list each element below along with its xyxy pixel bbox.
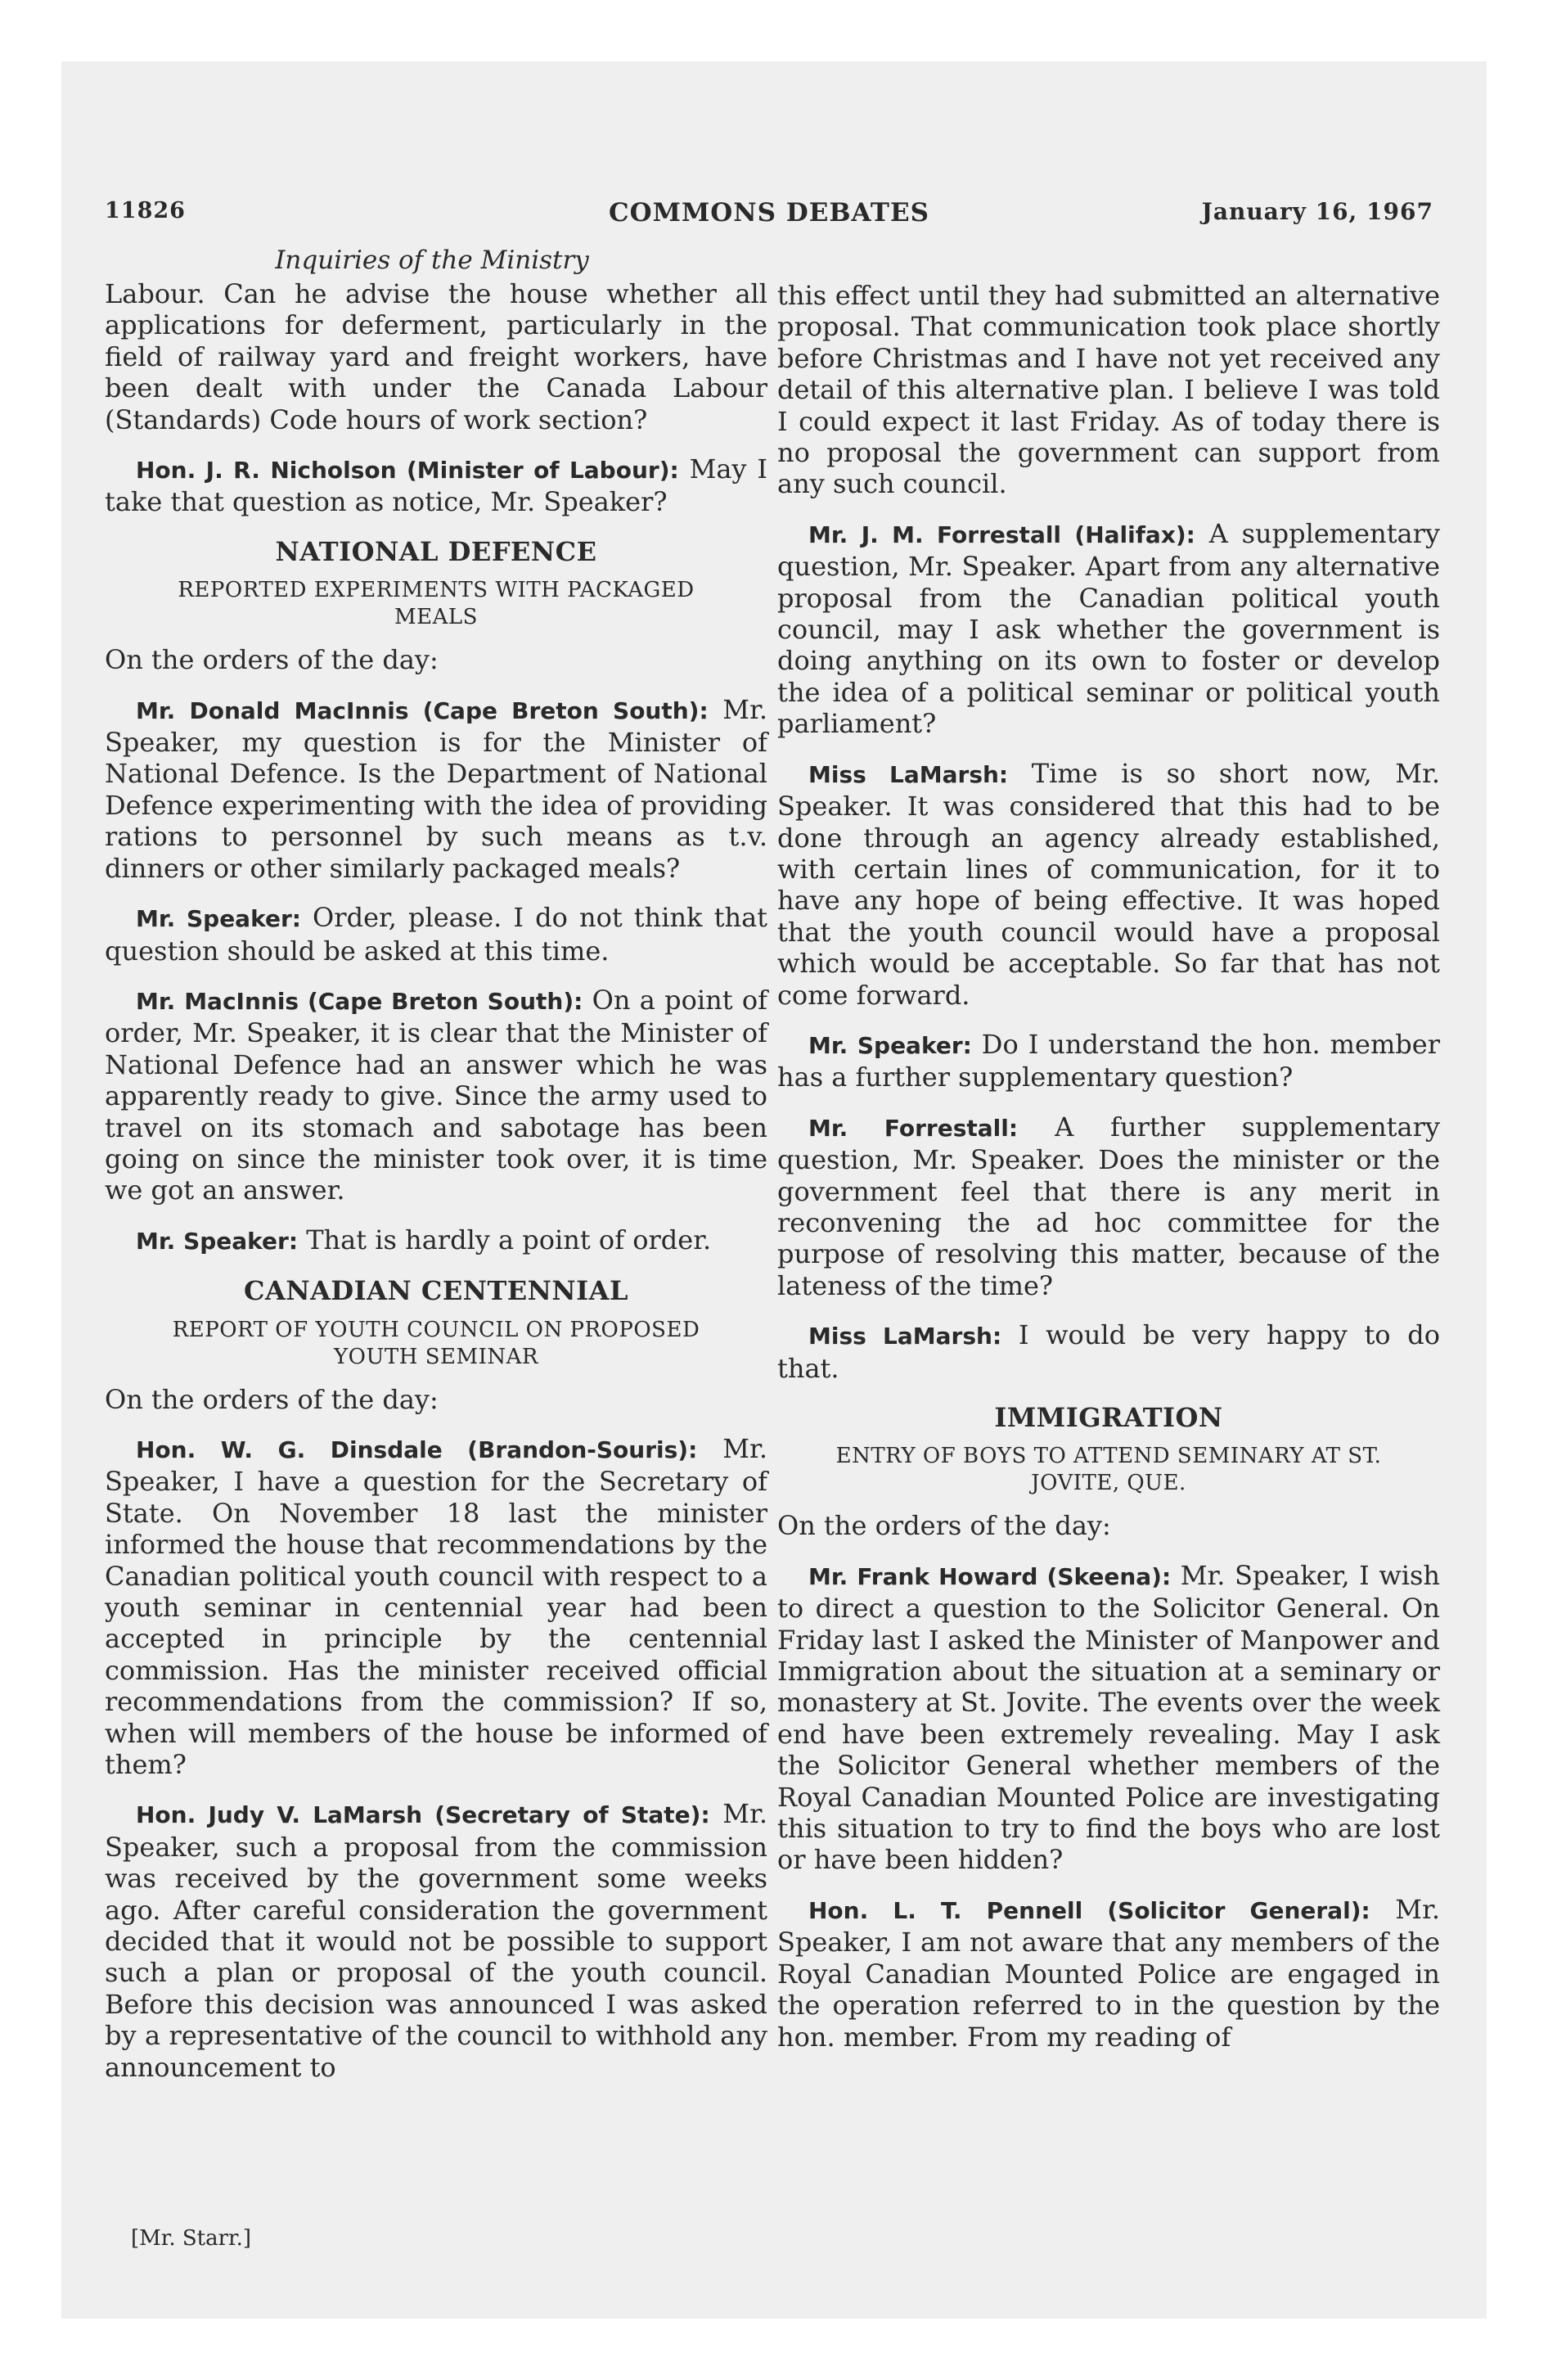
- speaker-name: Mr. Donald MacInnis (Cape Breton South):: [136, 696, 709, 724]
- speaker-name: Mr. Speaker:: [136, 905, 301, 933]
- speech-text: Time is so short now, Mr. Speaker. It was considered that this had to be done through an agency already established, with certain lines of communication, for it to have any hope of being effective. It was hoped that the youth council would have a proposal which would be acceptable. So far that has not come forward.: [777, 757, 1441, 1011]
- speech: [105, 1798, 767, 2083]
- section-subtitle: ENTRY OF BOYS TO ATTEND SEMINARY AT ST. JOVITE, QUE.: [835, 1444, 1382, 1496]
- speech: [105, 1433, 767, 1780]
- speech-text: Order, please. I do not think that question should be asked at this time.: [105, 902, 768, 967]
- page-header: [105, 198, 1433, 241]
- speech: [777, 1319, 1440, 1384]
- section-subtitle: REPORT OF YOUTH COUNCIL ON PROPOSED YOUTH SEMINAR: [172, 1317, 700, 1369]
- speech: [777, 1029, 1440, 1093]
- left-column: [105, 278, 767, 2101]
- speaker-name: Mr. Forrestall:: [808, 1114, 1019, 1142]
- speech-text: I would be very happy to do that.: [777, 1319, 1441, 1384]
- section-title: NATIONAL DEFENCE: [275, 535, 597, 567]
- speech-text: Mr. Speaker, such a proposal from the commission was received by the government some weeks ago. After careful consideration the government decided that it would not be possible to support such a plan or proposal of the youth council. Before this decision was announced I was asked by a representative of the council to withhold any announcement to: [105, 1798, 768, 2083]
- orders-of-day: On the orders of the day:: [105, 644, 439, 676]
- speech: [777, 1560, 1440, 1876]
- speech: [777, 1894, 1440, 2053]
- speech-text: Mr. Speaker, I am not aware that any members of the Royal Canadian Mounted Police are engaged in the operation referred to in the question by the hon. member. From my reading of: [777, 1893, 1441, 2053]
- orders-of-day: On the orders of the day:: [777, 1510, 1111, 1542]
- speech-text: May I take that question as notice, Mr. Speaker?: [105, 453, 768, 518]
- speaker-name: Miss LaMarsh:: [808, 760, 1009, 788]
- speaker-name: Mr. Speaker:: [136, 1227, 299, 1255]
- publication-title: COMMONS DEBATES: [609, 198, 929, 228]
- speech: [105, 694, 767, 884]
- speech: [777, 758, 1440, 1011]
- speaker-name: Hon. Judy V. LaMarsh (Secretary of State):: [136, 1801, 710, 1829]
- running-subheader: Inquiries of the Ministry: [275, 246, 589, 275]
- speaker-name: Mr. Speaker:: [808, 1031, 972, 1059]
- section-title: CANADIAN CENTENNIAL: [244, 1275, 628, 1307]
- speech-text: Mr. Speaker, my question is for the Minister of National Defence. Is the Department of National Defence experimenting with the idea of providing rations to personnel by such means as t.v. dinners or other similarly packaged meals?: [105, 693, 768, 884]
- speaker-name: Mr. MacInnis (Cape Breton South):: [136, 987, 583, 1015]
- speech: [777, 1111, 1440, 1301]
- paragraph: Labour. Can he advise the house whether all applications for deferment, particularly in the field of railway yard and freight workers, have been dealt with under the Canada Labour (Standards) Code hours of work section?: [105, 278, 767, 435]
- speaker-name: Hon. W. G. Dinsdale (Brandon-Souris):: [136, 1436, 698, 1463]
- speaker-name: Hon. J. R. Nicholson (Minister of Labour):: [136, 457, 679, 485]
- speech: [105, 453, 767, 518]
- speaker-name: Hon. L. T. Pennell (Solicitor General):: [808, 1896, 1370, 1924]
- speech: [105, 1224, 767, 1257]
- speech: [105, 985, 767, 1206]
- section-title: IMMIGRATION: [994, 1402, 1223, 1433]
- page-number: 11826: [105, 198, 186, 223]
- speech-text: Mr. Speaker, I wish to direct a question to the Solicitor General. On Friday last I asked the Minister of Manpower and Immigration about the situation at a seminary or monastery at St. Jovite. The events over the week end have been extremely revealing. May I ask the Solicitor General whether members of the Royal Canadian Mounted Police are investigating this situation to try to find the boys who are lost or have been hidden?: [777, 1559, 1440, 1876]
- speech-text: Mr. Speaker, I have a question for the Secretary of State. On November 18 last the minister informed the house that recommendations by the Canadian political youth council with respect to a youth seminar in centennial year had been accepted in principle by the centennial commission. Has the minister received official recommendations from the commission? If so, when will members of the house be informed of them?: [105, 1432, 767, 1781]
- speech: [105, 902, 767, 967]
- speaker-name: Mr. Frank Howard (Skeena):: [808, 1562, 1172, 1590]
- speaker-name: Mr. J. M. Forrestall (Halifax):: [808, 521, 1195, 548]
- speaker-name: Miss LaMarsh:: [808, 1323, 1002, 1350]
- speech: [777, 518, 1440, 740]
- right-column: [777, 280, 1440, 2071]
- speech-text: A supplementary question, Mr. Speaker. Apart from any alternative proposal from the Canadian political youth council, may I ask whether the government is doing anything on its own to foster or develop the idea of a political seminar or political youth parliament?: [777, 517, 1441, 740]
- paragraph: this effect until they had submitted an alternative proposal. That communication took place shortly before Christmas and I have not yet received any detail of this alternative plan. I believe I was told I could expect it last Friday. As of today there is no proposal the government can support from any such council.: [777, 280, 1440, 500]
- speech-text: A further supplementary question, Mr. Speaker. Does the minister or the government feel that there is any merit in reconvening the ad hoc committee for the purpose of resolving this matter, because of the lateness of the time?: [777, 1111, 1440, 1301]
- speech-text: That is hardly a point of order.: [306, 1224, 712, 1255]
- section-subtitle: REPORTED EXPERIMENTS WITH PACKAGED MEALS: [178, 578, 695, 630]
- orders-of-day: On the orders of the day:: [105, 1383, 439, 1415]
- speech-text: On a point of order, Mr. Speaker, it is clear that the Minister of National Defence had an answer which he was apparently ready to give. Since the army used to travel on its stomach and sabotage has been going on since the minister took over, it is time we got an answer.: [105, 984, 767, 1206]
- speech-text: Do I understand the hon. member has a further supplementary question?: [777, 1028, 1440, 1093]
- page-date: January 16, 1967: [1201, 198, 1433, 225]
- footer-note: [Mr. Starr.]: [131, 2226, 252, 2251]
